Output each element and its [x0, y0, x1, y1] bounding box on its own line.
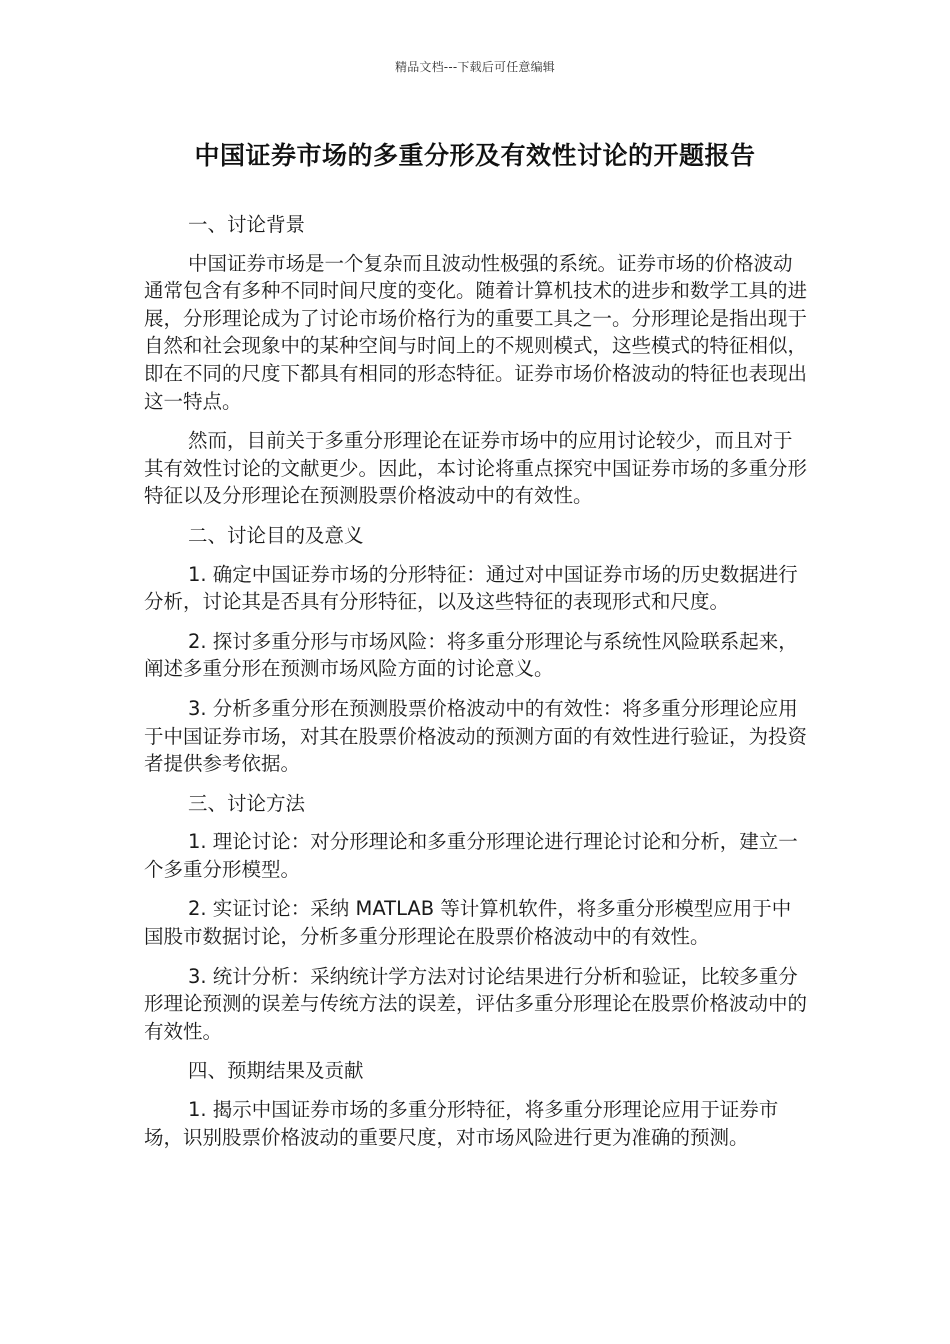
section-heading-background: 一、讨论背景 [188, 213, 306, 236]
section-heading-results: 四、预期结果及贡献 [188, 1059, 364, 1083]
paragraph-background-1: 中国证券市场是一个复杂而且波动性极强的系统。证券市场的价格波动通常包含有多种不同时间尺度的变化。随着计算机技术的进步和数学工具的进展，分形理论成为了讨论市场价格行为的重要工具之一。分形理论是指出现于自然和社会现象中的某种空间与时间上的不规则模式，这些模式的特征相似，即在不同的尺度下都具有相同的形态特征。证券市场价格波动的特征也表现出这一特点。 [144, 251, 808, 413]
document-body [144, 211, 808, 1163]
page-title: 中国证券市场的多重分形及有效性讨论的开题报告 [194, 141, 756, 170]
list-item-method-1: 1. 理论讨论：对分形理论和多重分形理论进行理论讨论和分析，建立一个多重分形模型。 [144, 830, 798, 881]
list-item-method-3: 3. 统计分析：采纳统计学方法对讨论结果进行分析和验证，比较多重分形理论预测的误差与传统方法的误差，评估多重分形理论在股票价格波动中的有效性。 [144, 964, 808, 1043]
header-note: 精品文档---下载后可任意编辑 [395, 60, 555, 74]
section-heading-method: 三、讨论方法 [188, 791, 306, 815]
paragraph-background-2: 然而，目前关于多重分形理论在证券市场中的应用讨论较少，而且对于其有效性讨论的文献更少。因此，本讨论将重点探究中国证券市场的多重分形特征以及分形理论在预测股票价格波动中的有效性。 [144, 429, 808, 508]
section-heading-purpose: 二、讨论目的及意义 [188, 523, 364, 547]
list-item-method-2: 2. 实证讨论：采纳 MATLAB 等计算机软件，将多重分形模型应用于中国股市数据讨论，分析多重分形理论在股票价格波动中的有效性。 [144, 897, 792, 949]
list-item-purpose-1: 1. 确定中国证券市场的分形特征：通过对中国证券市场的历史数据进行分析，讨论其是否具有分形特征，以及这些特征的表现形式和尺度。 [144, 562, 798, 614]
list-item-results-1: 1. 揭示中国证券市场的多重分形特征，将多重分形理论应用于证券市场，识别股票价格波动的重要尺度，对市场风险进行更为准确的预测。 [144, 1098, 779, 1149]
list-item-purpose-3: 3. 分析多重分形在预测股票价格波动中的有效性：将多重分形理论应用于中国证券市场，对其在股票价格波动的预测方面的有效性进行验证，为投资者提供参考依据。 [144, 696, 808, 776]
list-item-purpose-2: 2. 探讨多重分形与市场风险：将多重分形理论与系统性风险联系起来，阐述多重分形在预测市场风险方面的讨论意义。 [144, 629, 798, 681]
